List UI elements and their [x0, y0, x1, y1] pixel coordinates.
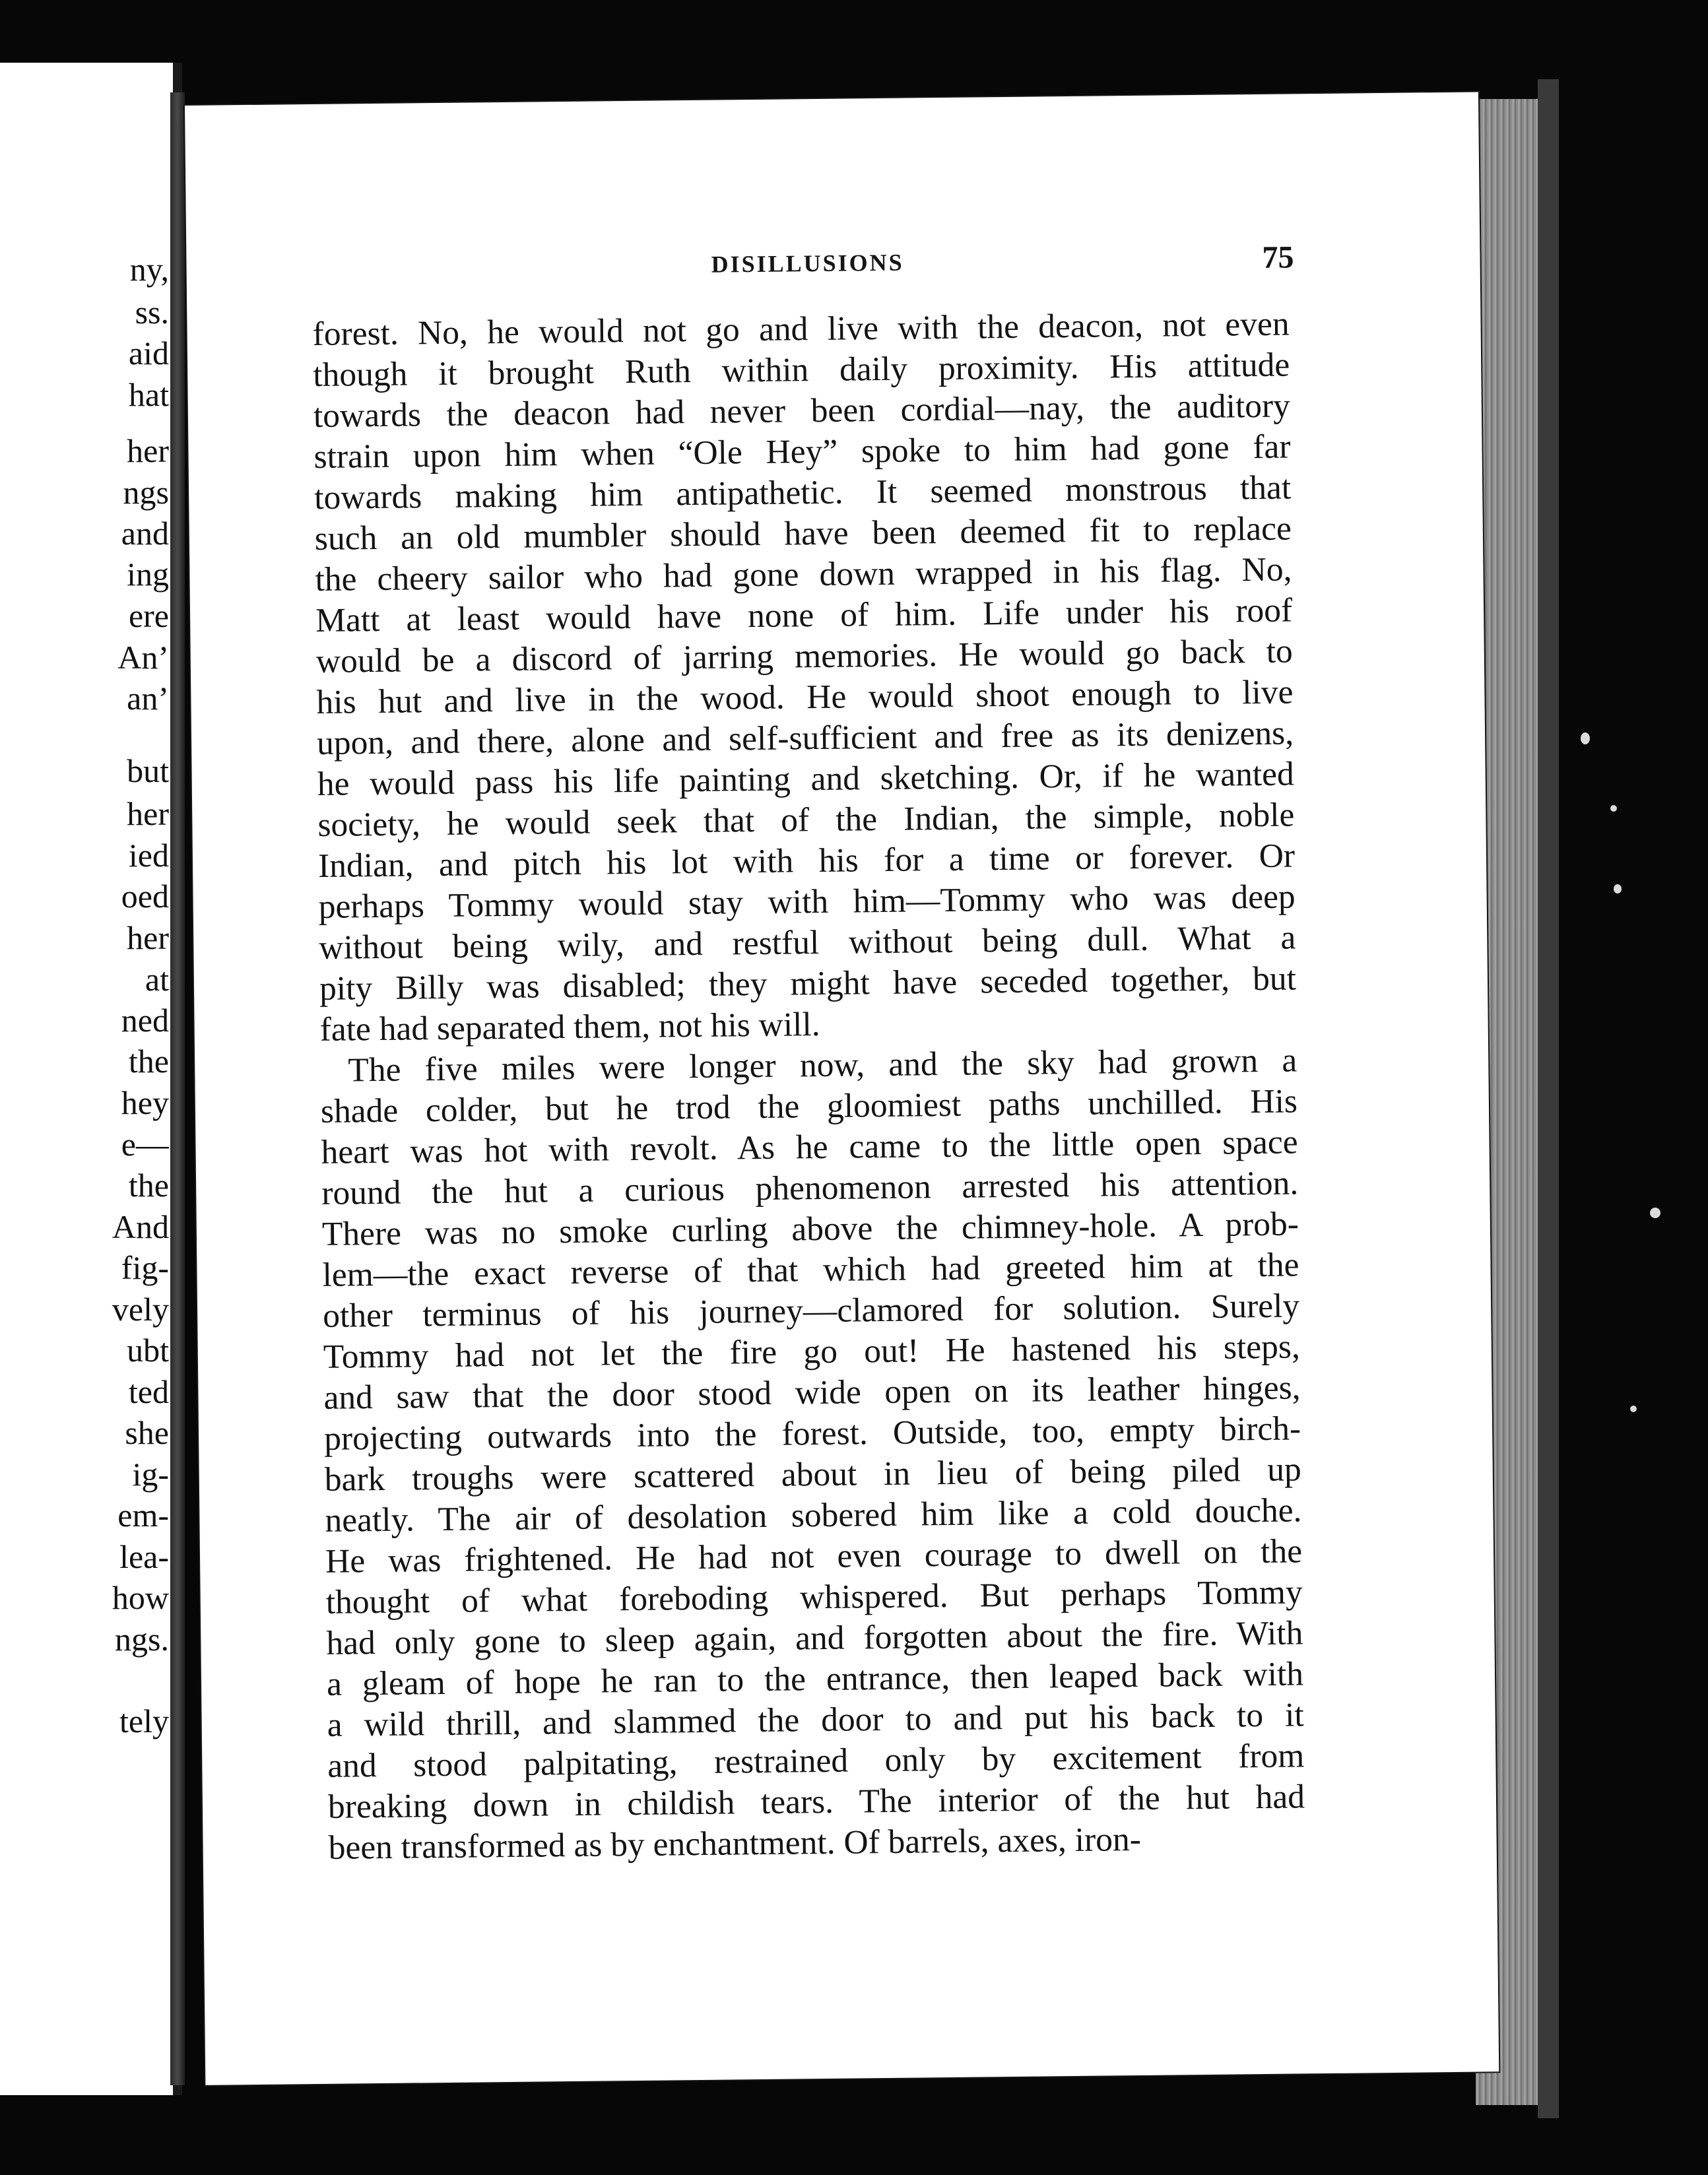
text-line: pity Billy was disabled; they might have seceded together, but — [319, 959, 1297, 1008]
left-page-fragment: ubt — [127, 1332, 169, 1369]
left-page-fragment: she — [125, 1414, 169, 1451]
text-line: He was frightened. He had not even courage to dwell on the — [325, 1532, 1303, 1580]
text-line: towards the deacon had never been cordial—nay, the auditory — [313, 387, 1291, 435]
left-page-fragment: her — [127, 432, 169, 469]
left-page-fragment: her — [127, 795, 169, 832]
left-page-fragment: how — [112, 1579, 169, 1616]
text-line: neatly. The air of desolation sobered him like a cold douche. — [325, 1491, 1302, 1540]
text-line: a gleam of hope he ran to the entrance, then leaped back with — [326, 1655, 1304, 1703]
scan-speck — [1630, 1406, 1637, 1412]
text-line: projecting outwards into the forest. Outside, too, empty birch- — [323, 1410, 1301, 1458]
left-page-fragment: ig- — [132, 1456, 169, 1493]
text-line: fate had separated them, not his will. — [319, 1005, 820, 1049]
left-page-fragment: ned — [121, 1002, 169, 1039]
left-page-fragment: ss. — [135, 294, 169, 331]
text-line: had only gone to sleep again, and forgotten about the fire. With — [326, 1614, 1303, 1662]
text-line: other terminus of his journey—clamored for solution. Surely — [322, 1287, 1300, 1335]
left-page-fragment: lea- — [119, 1538, 169, 1575]
left-page-fragment: hey — [121, 1084, 169, 1121]
text-line: round the hut a curious phenomenon arrested his attention. — [321, 1164, 1299, 1212]
left-page-fragment: ngs. — [115, 1621, 169, 1658]
scan-speck — [1614, 884, 1622, 893]
book-spine-shadow — [170, 92, 185, 2085]
scan-speck — [1650, 1208, 1660, 1218]
text-line: he would pass his life painting and sketching. Or, if he wanted — [317, 755, 1294, 803]
left-page-fragment: fig- — [121, 1249, 169, 1286]
left-page-fragment: oed — [121, 878, 169, 915]
text-line: lem—the exact reverse of that which had greeted him at the — [322, 1246, 1299, 1294]
scan-speck — [1581, 732, 1590, 744]
text-line: Matt at least would have none of him. Life under his roof — [315, 591, 1293, 639]
text-line: thought of what foreboding whispered. But perhaps Tommy — [325, 1573, 1303, 1621]
text-line: a wild thrill, and slammed the door to and put his back to it — [327, 1696, 1304, 1744]
left-page-fragment: the — [128, 1043, 169, 1080]
left-page-fragment: but — [127, 752, 169, 789]
right-page — [185, 92, 1499, 2085]
text-line: breaking down in childish tears. The interior of the hut had — [327, 1778, 1305, 1826]
text-line: been transformed as by enchantment. Of barrels, axes, iron- — [328, 1820, 1142, 1867]
text-line: his hut and live in the wood. He would shoot enough to live — [316, 673, 1294, 721]
text-line: bark troughs were scattered about in lieu of being piled up — [324, 1450, 1302, 1499]
text-line: would be a discord of jarring memories. He would go back to — [315, 632, 1294, 680]
text-line: and stood palpitating, restrained only by excitement from — [327, 1737, 1305, 1785]
left-page-fragment: the — [128, 1167, 169, 1204]
left-page-fragment: em- — [117, 1497, 169, 1534]
left-page-fragment: And — [112, 1208, 169, 1245]
left-page-fragment: ted — [128, 1373, 169, 1410]
text-line: shade colder, but he trod the gloomiest paths unchilled. His — [320, 1082, 1298, 1130]
left-page-fragment: an’ — [127, 680, 169, 717]
left-page-fragment: tely — [119, 1703, 169, 1739]
text-line: forest. No, he would not go and live with the deacon, not even — [312, 305, 1290, 353]
text-line: towards making him antipathetic. It seemed monstrous that — [313, 469, 1292, 517]
text-line: though it brought Ruth within daily proximity. His attitude — [312, 346, 1290, 394]
left-page-fragment: vely — [112, 1291, 169, 1328]
left-page-fragment: aid — [128, 335, 169, 372]
left-page-fragment: ing — [127, 556, 169, 593]
left-page-fragment: ere — [128, 597, 169, 634]
text-line: There was no smoke curling above the chimney-hole. A prob- — [321, 1205, 1299, 1253]
left-facing-page — [0, 63, 182, 2095]
text-line: such an old mumbler should have been deemed fit to replace — [314, 509, 1292, 558]
text-line: upon, and there, alone and self-sufficient and free as its denizens, — [316, 714, 1294, 762]
text-line: strain upon him when “Ole Hey” spoke to him had gone far — [313, 428, 1291, 476]
left-page-fragment: and — [121, 515, 169, 552]
text-line: Indian, and pitch his lot with his for a time or forever. Or — [317, 837, 1296, 885]
left-page-fragment: e— — [121, 1126, 169, 1163]
left-page-fragment: at — [145, 961, 169, 998]
text-line: society, he would seek that of the Indian, the simple, noble — [317, 796, 1295, 844]
left-page-fragment: ngs — [123, 474, 169, 511]
left-page-fragment: ny, — [129, 251, 169, 288]
body-text — [312, 304, 1305, 1868]
scan-speck — [1610, 805, 1617, 812]
page-number: 75 — [1262, 240, 1294, 275]
running-header-title: DISILLUSIONS — [711, 249, 904, 278]
left-page-fragment: An’ — [117, 639, 169, 676]
text-line: perhaps Tommy would stay with him—Tommy who was deep — [318, 878, 1296, 926]
left-page-fragment: ied — [128, 837, 169, 874]
book-cover-edge — [1538, 79, 1559, 2118]
text-line: and saw that the door stood wide open on its leather hinges, — [323, 1369, 1301, 1417]
text-line: The five miles were longer now, and the sky had grown a — [348, 1041, 1297, 1089]
text-line: the cheery sailor who had gone down wrapped in his flag. No, — [315, 550, 1292, 599]
text-line: Tommy had not let the fire go out! He hastened his steps, — [323, 1328, 1301, 1376]
left-page-fragment: hat — [128, 376, 169, 413]
text-line: without being wily, and restful without being dull. What a — [319, 919, 1296, 967]
left-page-fragment: her — [127, 919, 169, 956]
text-line: heart was hot with revolt. As he came to the little open space — [321, 1123, 1298, 1171]
